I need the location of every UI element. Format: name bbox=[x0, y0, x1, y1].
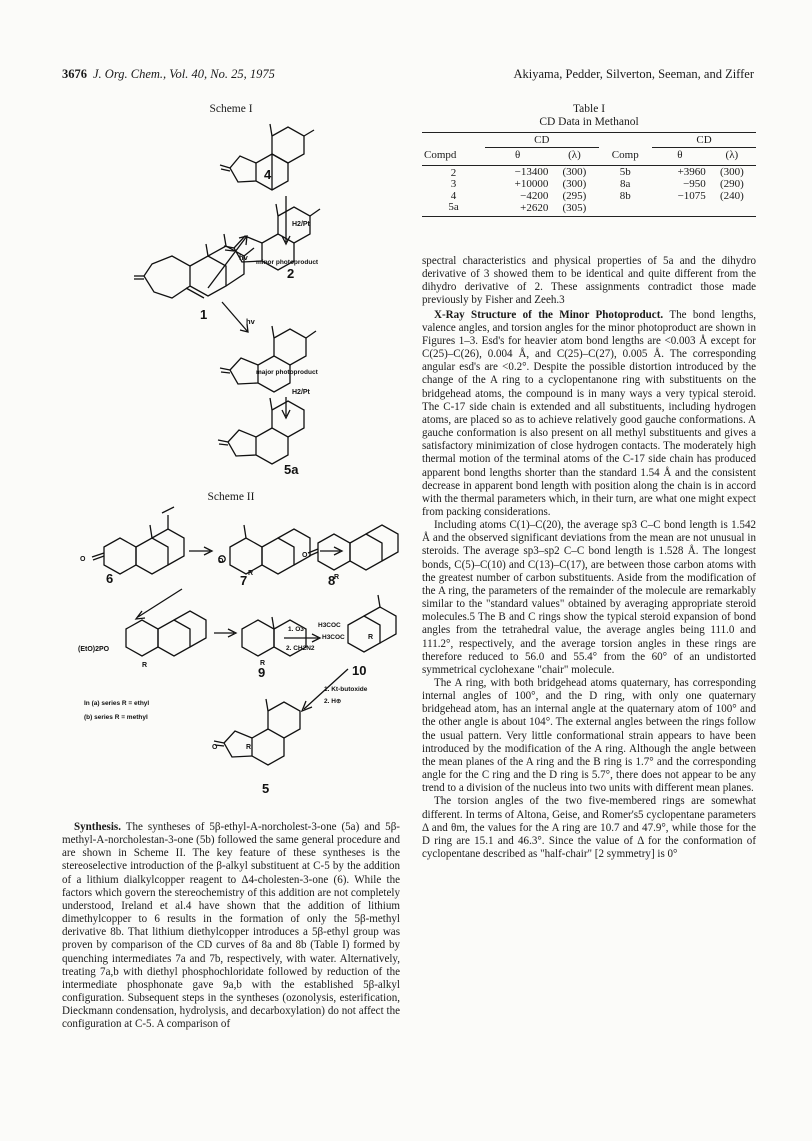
cd-group-2: CD bbox=[652, 133, 756, 147]
cd-group-1: CD bbox=[485, 133, 598, 147]
paragraph-bond-lengths: Including atoms C(1)–C(20), the average sp3 C–C bond length is 1.542 Å and the observed significant deviations from the mean are not unusual in steroids. The average sp3–sp2 C–C bond length is 1.528 Å. The longest bonds, C(5)–C(10) and C(13)–C(17), are between those carbon atoms with the greatest number of carbon substituents. Aside from the modification of the A ring, the parameters of the remainder of the molecule are remarkably similar to the "standard values" obtained by averaging appropriate steroid molecules.5 The B and C rings show the typical steroid expansion of bond angles from the tetrahedral value, the average angles being 111.0 and 111.2°, respectively, and the average torsion angles in these rings are therefore reduced to 56.0 and 55.4° from the 60° of an undistorted symmetrical cyclohexane "chair" molecule. bbox=[422, 519, 756, 676]
paragraph-assignments: spectral characteristics and physical properties of 5a and the dihydro derivative of 3 showed them to be identical and quite different from the dihydro derivative of 2. These assignments contradict those made previously by Fisher and Zeeh.3 bbox=[422, 255, 756, 307]
label-compound-5: 5 bbox=[262, 781, 270, 796]
svg-text:O: O bbox=[218, 558, 224, 565]
page-number: 3676 bbox=[62, 67, 87, 81]
col-header-lambda-2: (λ) bbox=[725, 149, 739, 162]
label-series-b: (b) series R = methyl bbox=[84, 714, 148, 721]
label-step-ozonolysis: 1. O3 bbox=[288, 626, 304, 633]
svg-text:O: O bbox=[212, 744, 218, 751]
paragraph-xray bbox=[422, 309, 756, 520]
label-r8: R bbox=[334, 574, 340, 581]
journal-citation: J. Org. Chem., Vol. 40, No. 25, 1975 bbox=[93, 67, 275, 81]
label-compound-4: 4 bbox=[264, 167, 272, 182]
paragraph-torsion: The torsion angles of the two five-membered rings are somewhat different. In terms of Altona, Geise, and Romer's5 cyclopentane parameters Δ and θm, the values for the A ring are 10.7 and 47.9°, while those for the D ring are 15.1 and 46.3°. Since the value of Δ for the conformation of cyclopentane described as "half-chair" [2 symmetry] is 0° bbox=[422, 795, 756, 861]
label-r9: R bbox=[260, 660, 266, 667]
svg-text:H3COC: H3COC bbox=[318, 622, 341, 629]
label-compound-8: 8 bbox=[328, 573, 336, 588]
col-header-theta-2: θ bbox=[677, 149, 683, 162]
synthesis-text: The syntheses of 5β-ethyl-A-norcholest-3-one (5a) and 5β-methyl-A-norcholestan-3-one (5b) followed the same general procedure and are shown in Scheme II. The key feature of these syntheses is the stereoselective introduction of the β-alkyl substituent at C-5 by the addition of a lithium dialkylcopper reagent to Δ4-cholesten-3-one (6). While the factors which govern the stereochemistry of this addition are not completely understood, Ireland et al.4 have shown that the addition of lithium dimethylcopper to 6 results in the formation of only the 5β-methyl derivative 8b. That lithium diethylcopper introduces a 5β-ethyl group was proven by comparison of the CD curves of 8a and 8b (Table I) formed by quenching intermediates 7a and 7b, respectively, with water. Alternatively, treating 7a,b with diethyl phosphochloridate followed by reduction of the intermediate phosphonate gave 9a,b with the established 5β-alkyl configuration. Subsequent steps in the syntheses (ozonolysis, esterification, Dieckmann condensation, hydrolysis, and decarboxylation) do not affect the configuration at C-5. A comparison of bbox=[62, 821, 400, 1031]
label-compound-5a: 5a bbox=[284, 462, 299, 477]
synthesis-paragraph bbox=[62, 821, 400, 1032]
cd-data-table bbox=[422, 133, 756, 217]
table-row: 3 +10000 (300) 8a −950 (290) bbox=[450, 178, 744, 190]
paragraph-a-ring: The A ring, with both bridgehead atoms quaternary, has corresponding internal angles of 100°, and the D ring, with only one quaternary bridgehead atom, has an internal angle at the quaternary atom of 100° and the other angle is about 104°. The external angles between the rings follow the usual pattern. Very little conformational strain appears to have been introduced by the modification of the A ring. Although the angle between the mean planes of the A ring and the B ring is 1.7° and the corresponding angle for the C ring and the D ring is 5.7°, there does not appear to be any trend to a division of the nucleus into two units with different mean planes. bbox=[422, 677, 756, 795]
scheme-2-title: Scheme II bbox=[207, 491, 255, 503]
table-row: 2 −13400 (300) 5b +3960 (300) bbox=[450, 165, 744, 179]
header-left bbox=[62, 67, 275, 82]
label-hv-bottom: hv bbox=[246, 317, 255, 326]
label-r5: R bbox=[246, 744, 252, 751]
table-title: Table I bbox=[572, 103, 606, 115]
scheme-2-figure bbox=[62, 505, 400, 815]
label-eto2po: (EtO)2PO bbox=[78, 646, 110, 653]
label-series-a: In (a) series R = ethyl bbox=[84, 700, 150, 707]
running-header bbox=[62, 67, 754, 83]
col-header-lambda-1: (λ) bbox=[568, 149, 581, 162]
xray-heading: X-Ray Structure of the Minor Photoproduct. bbox=[434, 308, 664, 321]
col-header-comp: Comp bbox=[611, 149, 639, 161]
label-step-acid: 2. H⊕ bbox=[324, 698, 342, 705]
label-step-diazomethane: 2. CH2N2 bbox=[286, 645, 315, 652]
scheme-1-figure bbox=[100, 116, 360, 478]
svg-text:H3COC: H3COC bbox=[322, 634, 345, 641]
label-compound-7: 7 bbox=[240, 573, 248, 588]
table-row: 4 −4200 (295) 8b −1075 (240) bbox=[450, 189, 744, 202]
label-r7: R bbox=[248, 570, 254, 577]
label-compound-1: 1 bbox=[200, 307, 208, 322]
label-r9-left: R bbox=[142, 662, 148, 669]
label-r10: R bbox=[368, 634, 374, 641]
label-compound-9: 9 bbox=[258, 665, 266, 680]
label-compound-6: 6 bbox=[106, 571, 114, 586]
table-1 bbox=[422, 103, 756, 217]
scheme-1-svg bbox=[100, 116, 360, 478]
xray-text: The bond lengths, valence angles, and torsion angles for the minor photoproduct are shown in Figures 1–3. Esd's for heavier atom bond lengths are <0.003 Å except for C(25)–C(26), 0.004 Å, and C(25)–C(27), 0.005 Å. The corresponding angular esd's are <0.2°. Despite the possible distortion introduced by the change of the A ring to a cyclopentanone ring with substituents on the bridgehead atoms, the compound is in many ways a very typical steroid. The C-17 side chain is extended and all substituents, including hydrogen atoms, are placed so as to achieve relatively good gauche conformations. A gauche conformation is also present on all methyl substituents and gives a satisfactory minimization of close hydrogen contacts. The moderately high thermal motion of the terminal atoms of the C-17 side chain has produced apparent bond lengths shorter than the standard 1.54 Å and the consistent decrease in apparent bond length with position along the chain is in accord with the thermal parameters which, in their turn, are what one might expect from packing considerations. bbox=[422, 308, 757, 518]
col-header-compd: Compd bbox=[424, 149, 457, 161]
label-h2pt-bottom: H2/Pt bbox=[292, 389, 310, 396]
label-minor-photoproduct: minor photoproduct bbox=[256, 259, 319, 266]
synthesis-section bbox=[62, 821, 400, 1032]
svg-text:O: O bbox=[80, 556, 86, 563]
label-hv-top: hv bbox=[239, 253, 248, 262]
synthesis-heading: Synthesis. bbox=[74, 821, 121, 833]
label-compound-2: 2 bbox=[287, 266, 295, 281]
table-subtitle: CD Data in Methanol bbox=[539, 116, 639, 128]
right-column-text bbox=[422, 255, 756, 861]
scheme-2-svg bbox=[62, 505, 400, 815]
scheme-1-title: Scheme I bbox=[209, 103, 253, 115]
svg-text:O: O bbox=[302, 552, 308, 559]
label-h2pt-top: H2/Pt bbox=[292, 221, 310, 228]
label-step-butoxide: 1. Kt-butoxide bbox=[324, 686, 368, 693]
label-compound-10: 10 bbox=[352, 663, 367, 678]
table-row: 5a +2620 (305) bbox=[422, 202, 756, 216]
col-header-theta-1: θ bbox=[515, 149, 521, 162]
label-major-photoproduct: major photoproduct bbox=[256, 369, 318, 376]
header-authors: Akiyama, Pedder, Silverton, Seeman, and Ziffer bbox=[513, 67, 754, 81]
